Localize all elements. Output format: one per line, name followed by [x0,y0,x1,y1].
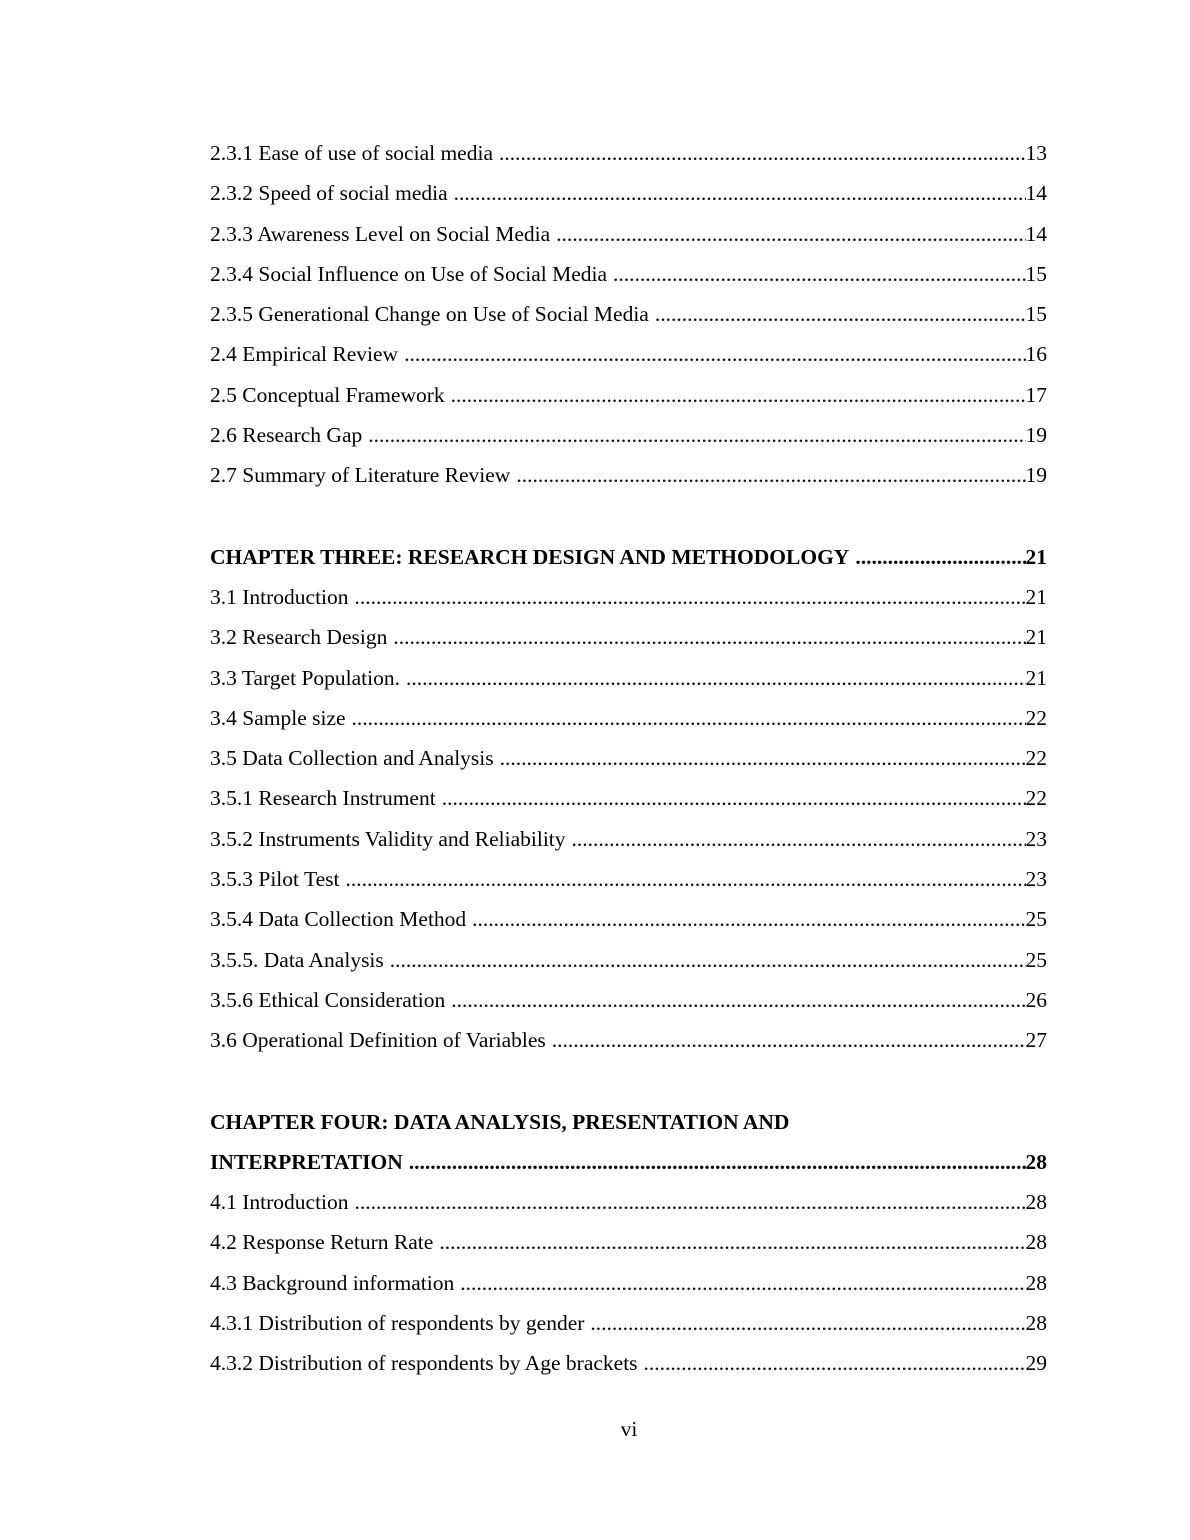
dot-leader [454,1263,1025,1303]
toc-entry[interactable] [210,899,1047,939]
toc-entry[interactable] [210,375,1047,415]
toc-entry-label: 2.3.4 Social Influence on Use of Social Media [210,261,608,286]
toc-entry-page: 21 [1025,625,1047,650]
toc-entry-label: 3.5.5. Data Analysis [210,947,384,972]
chapter-four-page: 28 [1025,1149,1047,1174]
table-of-contents [210,133,1047,1384]
toc-entry-label: 3.5.6 Ethical Consideration [210,987,446,1012]
toc-entry-label: 2.3.1 Ease of use of social media [210,141,493,165]
dot-leader [403,1142,1026,1182]
toc-entry[interactable] [210,334,1047,374]
dot-leader [493,133,1026,173]
toc-entry[interactable] [210,617,1047,657]
toc-entry-label: 3.5.1 Research Instrument [210,786,436,811]
toc-entry-page: 28 [1025,1311,1047,1336]
toc-entry[interactable] [210,133,1047,173]
toc-entry[interactable] [210,1182,1047,1222]
toc-entry[interactable] [210,577,1047,617]
dot-leader [466,899,1025,939]
dot-leader [349,577,1026,617]
toc-entry-label: 2.5 Conceptual Framework [210,382,445,407]
toc-entry-label: 3.3 Target Population. [210,665,400,690]
toc-entry[interactable] [210,173,1047,213]
toc-entry-label: 3.5.4 Data Collection Method [210,907,467,932]
toc-entry-page: 19 [1025,463,1047,488]
dot-leader [346,698,1026,738]
chapter-four-title-line2: INTERPRETATION [210,1149,403,1174]
toc-entry-label: 4.1 Introduction [210,1190,349,1215]
toc-entry[interactable] [210,658,1047,698]
toc-entry[interactable] [210,415,1047,455]
dot-leader [546,1020,1026,1060]
page-number: vi [620,1417,638,1441]
dot-leader [398,334,1025,374]
toc-entry-page: 14 [1025,221,1047,246]
dot-leader [649,294,1026,334]
toc-entry-label: 2.3.2 Speed of social media [210,181,448,206]
toc-entry-page: 29 [1025,1351,1047,1376]
toc-entry-page: 15 [1025,302,1047,327]
dot-leader [349,1182,1026,1222]
toc-entry[interactable] [210,859,1047,899]
dot-leader [387,617,1025,657]
toc-entry-label: 3.1 Introduction [210,584,349,609]
toc-entry-page: 21 [1025,584,1047,609]
chapter-three-title: CHAPTER THREE: RESEARCH DESIGN AND METHODOLOGY [210,544,850,569]
toc-entry-page: 16 [1025,342,1047,367]
dot-leader [445,980,1025,1020]
toc-entry-label: 4.3 Background information [210,1270,455,1295]
toc-entry-label: 2.7 Summary of Literature Review [210,463,511,488]
toc-entry-page: 19 [1025,423,1047,448]
toc-entry[interactable] [210,1020,1047,1060]
toc-entry-page: 15 [1025,261,1047,286]
dot-leader [433,1222,1025,1262]
toc-entry[interactable] [210,980,1047,1020]
section-gap [210,496,1047,537]
toc-entry-page: 28 [1025,1270,1047,1295]
dot-leader [362,415,1025,455]
toc-entry[interactable] [210,738,1047,778]
toc-entry-label: 3.5 Data Collection and Analysis [210,746,494,771]
toc-entry-label: 3.5.3 Pilot Test [210,867,340,892]
toc-entry[interactable] [210,294,1047,334]
toc-entry[interactable] [210,698,1047,738]
toc-entry[interactable] [210,455,1047,495]
toc-entry-label: 2.3.3 Awareness Level on Social Media [210,221,551,246]
toc-entry-page: 23 [1025,867,1047,892]
chapter-four-title-line1[interactable]: CHAPTER FOUR: DATA ANALYSIS, PRESENTATION AND [210,1109,790,1134]
toc-entry-page: 22 [1025,705,1047,730]
toc-entry-label: 2.4 Empirical Review [210,342,399,367]
dot-leader [510,455,1025,495]
dot-leader [638,1343,1026,1383]
toc-entry[interactable] [210,940,1047,980]
dot-leader [849,537,1025,577]
dot-leader [384,940,1026,980]
toc-entry[interactable] [210,819,1047,859]
toc-entry-label: 4.2 Response Return Rate [210,1230,434,1255]
toc-entry[interactable] [210,778,1047,818]
toc-entry-label: 2.3.5 Generational Change on Use of Social Media [210,302,649,327]
toc-entry[interactable] [210,1303,1047,1343]
dot-leader [340,859,1026,899]
dot-leader [448,173,1026,213]
toc-entry-page: 22 [1025,786,1047,811]
dot-leader [494,738,1026,778]
toc-entry[interactable] [210,1222,1047,1262]
toc-entry[interactable] [210,1343,1047,1383]
toc-entry-page: 25 [1025,947,1047,972]
section-gap [210,1061,1047,1102]
chapter-three-page: 21 [1025,544,1047,569]
toc-entry-page: 22 [1025,746,1047,771]
toc-entry-label: 3.5.2 Instruments Validity and Reliability [210,826,566,851]
toc-entry-label: 4.3.2 Distribution of respondents by Age brackets [210,1351,638,1376]
toc-entry-page: 26 [1025,987,1047,1012]
toc-chapter-four[interactable] [210,1142,1047,1182]
toc-entry-page: 17 [1025,382,1047,407]
toc-entry-page: 23 [1025,826,1047,851]
toc-entry-page: 13 [1025,141,1047,165]
toc-entry-page: 25 [1025,907,1047,932]
toc-entry-page: 28 [1025,1190,1047,1215]
dot-leader [400,658,1026,698]
toc-entry-label: 2.6 Research Gap [210,423,363,448]
dot-leader [445,375,1026,415]
dot-leader [550,214,1025,254]
toc-entry-label: 3.4 Sample size [210,705,346,730]
toc-entry-label: 3.6 Operational Definition of Variables [210,1028,546,1053]
toc-entry[interactable] [210,254,1047,294]
toc-entry-page: 14 [1025,181,1047,206]
toc-entry[interactable] [210,1263,1047,1303]
dot-leader [566,819,1026,859]
toc-entry[interactable] [210,214,1047,254]
toc-chapter-three[interactable] [210,537,1047,577]
dot-leader [607,254,1025,294]
toc-entry-page: 27 [1025,1028,1047,1053]
toc-entry-page: 28 [1025,1230,1047,1255]
toc-entry-page: 21 [1025,665,1047,690]
dot-leader [436,778,1026,818]
toc-entry-label: 3.2 Research Design [210,625,388,650]
toc-entry-label: 4.3.1 Distribution of respondents by gender [210,1311,585,1336]
dot-leader [584,1303,1025,1343]
